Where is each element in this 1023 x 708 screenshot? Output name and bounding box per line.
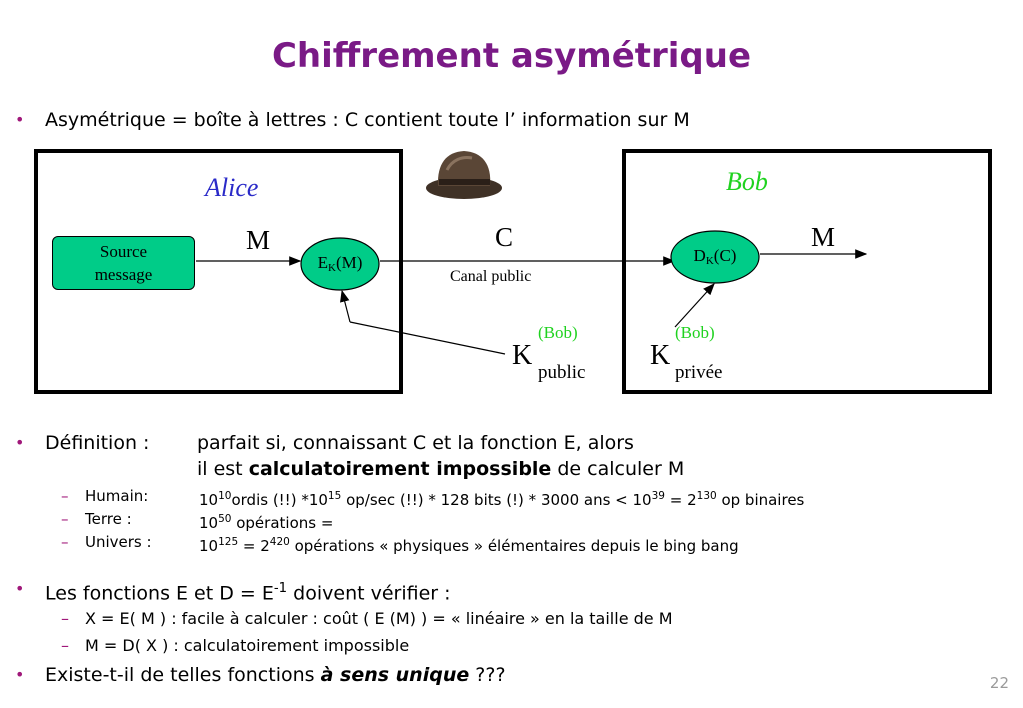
sub-dash: – [61, 510, 69, 528]
sub-dash: – [61, 636, 69, 655]
sub-univers-text: $10^{125} = 2^{420}$ opérations « physiques » élémentaires depuis le bing bang [199, 536, 739, 555]
ek-label: EK(M) [317, 253, 363, 274]
bullet-fonctions: • Les fonctions E et $D = E^{-1}$ doivent vérifier : [15, 579, 451, 605]
line-kpub [350, 322, 505, 354]
definition-label: Définition : [45, 432, 150, 454]
source-message-label [52, 240, 195, 286]
bullet-dot: • [15, 110, 25, 129]
sub-dash: – [61, 609, 69, 628]
sub-humain-text: $10^{10}ordis$ (!!) $*10^{15}$ op/sec (!!) * 128 bits (!) * 3000 ans < $10^{39} = 2^{130}$ op binaires [199, 490, 805, 509]
m-left-label: M [246, 225, 271, 255]
c-label: C [495, 222, 514, 252]
page-title: Chiffrement asymétrique [271, 36, 752, 76]
bullet-dot: • [15, 579, 25, 598]
bullet-sens-unique: • Existe-t-il de telles fonctions à sens unique ??? [15, 664, 506, 686]
kpriv-sup: (Bob) [675, 323, 715, 342]
alice-label: Alice [205, 173, 259, 202]
arrow-kpriv-to-dk [675, 284, 714, 327]
sub-facile: – X = E( M ) : facile à calculer : coût ( E (M) ) = « linéaire » en la taille de M [61, 609, 673, 628]
kpub-k: K [512, 340, 533, 371]
sub-dash: – [61, 533, 69, 551]
bob-label: Bob [726, 167, 768, 196]
definition-line2: il est calculatoirement impossible de calculer M [197, 458, 685, 480]
bullet-definition [15, 432, 150, 454]
sub-impossible: – M = D( X ) : calculatoirement impossible [61, 636, 410, 655]
m-right-label: M [811, 222, 836, 252]
bullet-dot: • [15, 433, 25, 452]
bullet-dot: • [15, 665, 25, 684]
dk-label: DK(C) [693, 246, 737, 267]
canal-public-label: Canal public [450, 268, 532, 285]
kpriv-sub: privée [675, 362, 723, 383]
definition-line1: parfait si, connaissant C et la fonction E, alors [197, 432, 634, 454]
kpriv-k: K [650, 340, 671, 371]
bullet-text: Asymétrique = boîte à lettres : C contient toute l’ information sur M [45, 109, 690, 131]
arrow-kpub-to-ek [342, 291, 350, 322]
sub-dash: – [61, 487, 69, 505]
kpub-sub: public [538, 362, 586, 383]
sub-terre-text: $10^{50}$ opérations = [199, 513, 334, 532]
bowler-hat-icon [426, 151, 502, 199]
sub-univers-label: – Univers : [61, 533, 152, 551]
source-line2: message [94, 265, 153, 284]
sub-humain-label: – Humain: [61, 487, 149, 505]
source-line1: Source [99, 242, 148, 261]
sub-terre-label: – Terre : [61, 510, 132, 528]
page-number: 22 [989, 674, 1009, 692]
kpub-sup: (Bob) [538, 323, 578, 342]
